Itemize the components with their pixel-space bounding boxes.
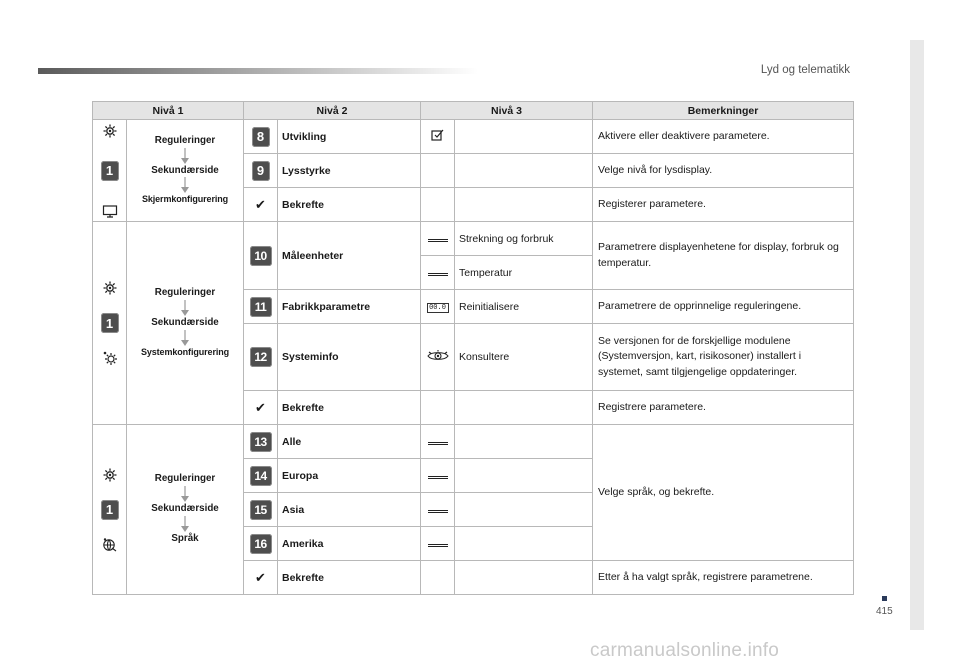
level3-label bbox=[455, 459, 593, 493]
eye-icon bbox=[427, 349, 449, 363]
gear-icon bbox=[102, 123, 118, 139]
table-row bbox=[93, 222, 854, 256]
header-decor-bar bbox=[38, 68, 478, 74]
level3-label bbox=[455, 391, 593, 425]
level3-label: Konsultere bbox=[455, 324, 593, 391]
level2-label: Lysstyrke bbox=[278, 154, 421, 188]
gear-icon bbox=[102, 280, 118, 296]
menu-item: Skjermkonfigurering bbox=[141, 194, 229, 205]
level-badge: 16 bbox=[250, 534, 272, 554]
level2-label: Bekrefte bbox=[278, 188, 421, 222]
level2-badge-cell bbox=[244, 120, 278, 154]
level3-label: Temperatur bbox=[455, 256, 593, 290]
level2-badge-cell bbox=[244, 290, 278, 324]
gear-star-icon bbox=[102, 350, 118, 366]
level2-badge-cell bbox=[244, 324, 278, 391]
dash-icon bbox=[428, 442, 448, 445]
level3-symbol bbox=[421, 290, 455, 324]
level3-label bbox=[455, 527, 593, 561]
remark: Parametrere de opprinnelige reguleringene. bbox=[593, 290, 854, 324]
remark: Velge nivå for lysdisplay. bbox=[593, 154, 854, 188]
level3-label bbox=[455, 561, 593, 595]
monitor-icon bbox=[102, 203, 118, 219]
level3-symbol bbox=[421, 256, 455, 290]
level2-label: Amerika bbox=[278, 527, 421, 561]
menu-item: Språk bbox=[171, 532, 199, 544]
level3-symbol bbox=[421, 425, 455, 459]
dash-icon bbox=[428, 239, 448, 242]
level1-icons bbox=[93, 120, 127, 222]
col-header-level3: Nivå 3 bbox=[421, 102, 593, 120]
level2-badge-cell bbox=[244, 425, 278, 459]
page-marker bbox=[882, 596, 887, 601]
level-badge: 12 bbox=[250, 347, 272, 367]
check-icon: ✔ bbox=[255, 196, 266, 212]
level2-label: Fabrikkparametre bbox=[278, 290, 421, 324]
level2-badge-cell bbox=[244, 222, 278, 290]
level2-badge-cell bbox=[244, 459, 278, 493]
level3-label bbox=[455, 120, 593, 154]
menu-item: Systemkonfigurering bbox=[140, 346, 230, 357]
dash-icon bbox=[428, 476, 448, 479]
level2-badge-cell bbox=[244, 154, 278, 188]
remark: Registerer parametere. bbox=[593, 188, 854, 222]
level1-menu-path bbox=[127, 120, 244, 222]
page-number: 415 bbox=[876, 606, 893, 617]
level-badge: 9 bbox=[252, 161, 270, 181]
menu-item: Reguleringer bbox=[154, 473, 216, 485]
level3-label bbox=[455, 188, 593, 222]
level3-symbol bbox=[421, 154, 455, 188]
level-badge: 1 bbox=[101, 313, 119, 333]
remark: Etter å ha valgt språk, registrere parametrene. bbox=[593, 561, 854, 595]
level3-symbol bbox=[421, 493, 455, 527]
level2-label: Europa bbox=[278, 459, 421, 493]
col-header-remarks: Bemerkninger bbox=[593, 102, 854, 120]
col-header-level1: Nivå 1 bbox=[93, 102, 244, 120]
level3-label: Strekning og forbruk bbox=[455, 222, 593, 256]
level3-symbol bbox=[421, 120, 455, 154]
level2-badge-cell bbox=[244, 527, 278, 561]
level3-symbol bbox=[421, 527, 455, 561]
level2-label: Bekrefte bbox=[278, 391, 421, 425]
side-strip bbox=[910, 40, 924, 630]
level3-symbol bbox=[421, 561, 455, 595]
level1-menu-path bbox=[127, 222, 244, 425]
table-row bbox=[93, 120, 854, 154]
remark: Parametrere displayenhetene for display, forbruk og temperatur. bbox=[593, 222, 854, 290]
remark: Se versjonen for de forskjellige modulene (Systemversjon, kart, risikosoner) installert i systemet, samt tilgjengelige oppdateringer. bbox=[593, 324, 854, 391]
level2-label: Måleenheter bbox=[278, 222, 421, 290]
level2-label: Bekrefte bbox=[278, 561, 421, 595]
remark: Velge språk, og bekrefte. bbox=[593, 425, 854, 561]
level3-label bbox=[455, 425, 593, 459]
remark: Registrere parametere. bbox=[593, 391, 854, 425]
level-badge: 11 bbox=[250, 297, 272, 317]
level-badge: 10 bbox=[250, 246, 272, 266]
remark: Aktivere eller deaktivere parametere. bbox=[593, 120, 854, 154]
level2-label: Systeminfo bbox=[278, 324, 421, 391]
reset-counter-icon: 00.0 bbox=[427, 303, 449, 313]
level-badge: 13 bbox=[250, 432, 272, 452]
level3-label: Reinitialisere bbox=[455, 290, 593, 324]
col-header-level2: Nivå 2 bbox=[244, 102, 421, 120]
arrow-down-icon bbox=[180, 330, 190, 347]
level2-label: Asia bbox=[278, 493, 421, 527]
level-badge: 15 bbox=[250, 500, 272, 520]
level3-symbol bbox=[421, 222, 455, 256]
arrow-down-icon bbox=[180, 516, 190, 533]
level2-check-cell bbox=[244, 391, 278, 425]
menu-item: Sekundærside bbox=[151, 164, 219, 176]
edit-check-icon bbox=[430, 127, 446, 143]
section-title: Lyd og telematikk bbox=[760, 64, 850, 76]
check-icon: ✔ bbox=[255, 399, 266, 415]
settings-table bbox=[92, 101, 854, 595]
menu-item: Reguleringer bbox=[154, 287, 216, 299]
level2-check-cell bbox=[244, 188, 278, 222]
menu-item: Reguleringer bbox=[154, 134, 216, 146]
menu-item: Sekundærside bbox=[151, 317, 219, 329]
level2-check-cell bbox=[244, 561, 278, 595]
level1-icons bbox=[93, 425, 127, 595]
arrow-down-icon bbox=[180, 300, 190, 317]
watermark: carmanualsonline.info bbox=[590, 640, 780, 661]
arrow-down-icon bbox=[180, 177, 190, 194]
table-row bbox=[93, 425, 854, 459]
level3-label bbox=[455, 493, 593, 527]
table-header-row bbox=[93, 102, 854, 120]
level2-badge-cell bbox=[244, 493, 278, 527]
level1-menu-path bbox=[127, 425, 244, 595]
gear-icon bbox=[102, 467, 118, 483]
level3-symbol bbox=[421, 459, 455, 493]
menu-item: Sekundærside bbox=[151, 503, 219, 515]
language-icon bbox=[102, 537, 118, 553]
dash-icon bbox=[428, 510, 448, 513]
arrow-down-icon bbox=[180, 486, 190, 503]
level2-label: Alle bbox=[278, 425, 421, 459]
level-badge: 14 bbox=[250, 466, 272, 486]
level-badge: 8 bbox=[252, 127, 270, 147]
level-badge: 1 bbox=[101, 500, 119, 520]
dash-icon bbox=[428, 273, 448, 276]
level3-symbol bbox=[421, 391, 455, 425]
level3-symbol bbox=[421, 188, 455, 222]
check-icon: ✔ bbox=[255, 569, 266, 585]
level-badge: 1 bbox=[101, 161, 119, 181]
level3-symbol bbox=[421, 324, 455, 391]
arrow-down-icon bbox=[180, 148, 190, 165]
level3-label bbox=[455, 154, 593, 188]
level1-icons bbox=[93, 222, 127, 425]
level2-label: Utvikling bbox=[278, 120, 421, 154]
dash-icon bbox=[428, 544, 448, 547]
